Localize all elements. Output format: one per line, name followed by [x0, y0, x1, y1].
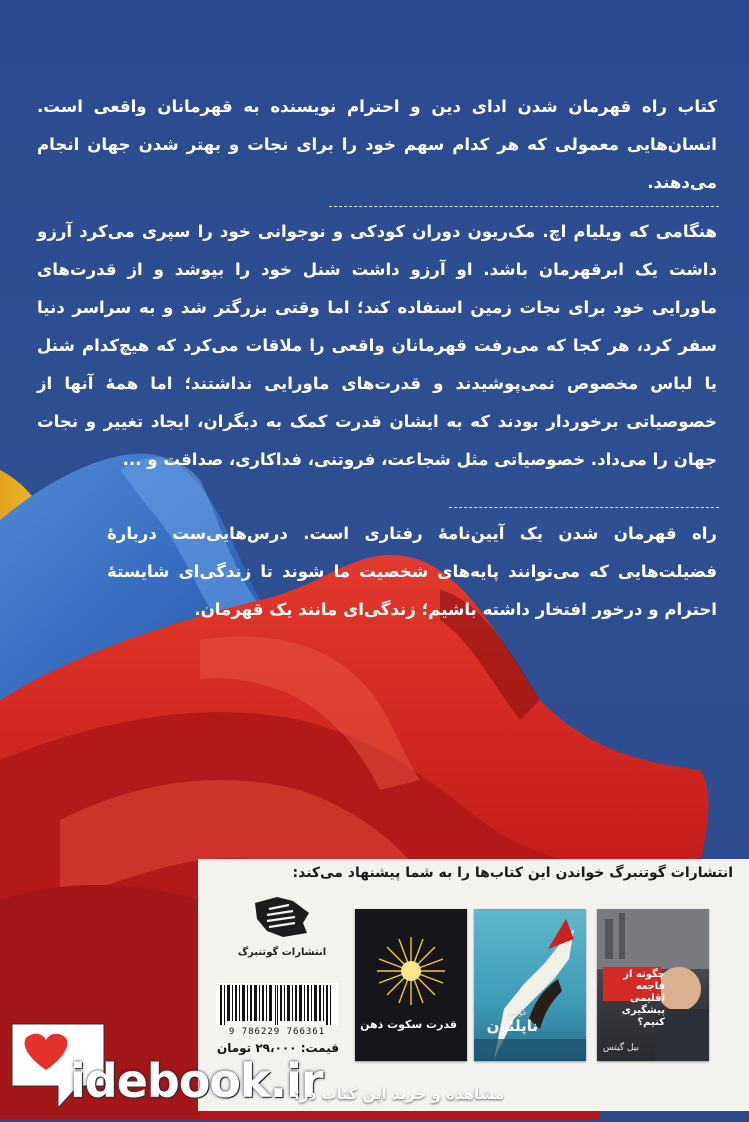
description-paragraph-2: هنگامی که ویلیام اچ. مک‌ریون دوران کودکی و نوجوانی خود را سپری می‌کرد آرزو داشت یک ابرقهرمان باشد. او آرزو داشت شنل خود را بپوشد و از قدرت‌های ماورایی خود برای نجات زمین استفاده کند؛ اما وقتی بزرگتر شد و به سراسر دنیا سفر کرد، هر کجا که می‌رفت قهرمانان واقعی را ملاقات می‌کرد که هیچ‌کدام شنل یا لباس مخصوص نمی‌پوشیدند و قدرت‌های ماورایی نداشتند؛ اما همهٔ آنها از خصوصیاتی برخوردار بودند که به ایشان قدرت کمک به دیگران، ایجاد تغییر و نجات جهان را می‌داد. خصوصیاتی مثل شجاعت، فروتنی، فداکاری، صداقت و ... [37, 222, 717, 469]
description-paragraph-3: راه قهرمان شدن یک آیین‌نامهٔ رفتاری است. درس‌هایی‌ست دربارهٔ فضیلت‌هایی که می‌توانند پایه‌های شخصیت ما شوند تا زندگی‌ای شایستهٔ احترام و درخور افتخار داشته باشیم؛ زندگی‌ای مانند یک قهرمان. [107, 524, 717, 619]
publisher-name: انتشارات گوتنبرگ [237, 947, 327, 958]
watermark-text[interactable]: idebook.ir [70, 1054, 323, 1108]
publisher-logo-icon [247, 893, 317, 941]
dashed-divider [449, 507, 719, 508]
book-subtitle: قوانین [507, 1009, 526, 1017]
publisher-logo [234, 893, 330, 958]
dashed-divider [329, 206, 719, 207]
book-title: قدرت سکوت ذهن [360, 1018, 457, 1031]
recommended-book-cover[interactable] [597, 909, 709, 1061]
price-label: قیمت: ۲۹،۰۰۰ تومان [216, 1041, 340, 1055]
recommended-books-title: انتشارات گوتنبرگ خواندن این کتاب‌ها را به شما پیشنهاد می‌کند: [292, 865, 733, 881]
book-author: بیل گیتس [602, 1043, 639, 1053]
recommended-book-cover[interactable] [474, 909, 586, 1061]
book-title: چگونه از فاجعه اقلیمی پیشگیری کنیم؟ [621, 969, 665, 1028]
description-paragraph-1: کتاب راه قهرمان شدن ادای دین و احترام نویسنده به قهرمانان واقعی است. انسان‌هایی معمولی که هر کدام سهم خود را برای نجات و بهتر شدن جهان انجام می‌دهند. [37, 97, 717, 192]
starburst-art [355, 909, 467, 1061]
book-title: ناپلئون [486, 1017, 538, 1035]
buy-online-text: مشاهده و خرید این کتاب در: [294, 1085, 505, 1103]
barcode-number: 9 786229 766361 [228, 1027, 326, 1037]
book-cover-art [474, 909, 586, 1061]
recommended-book-cover[interactable] [355, 909, 467, 1061]
